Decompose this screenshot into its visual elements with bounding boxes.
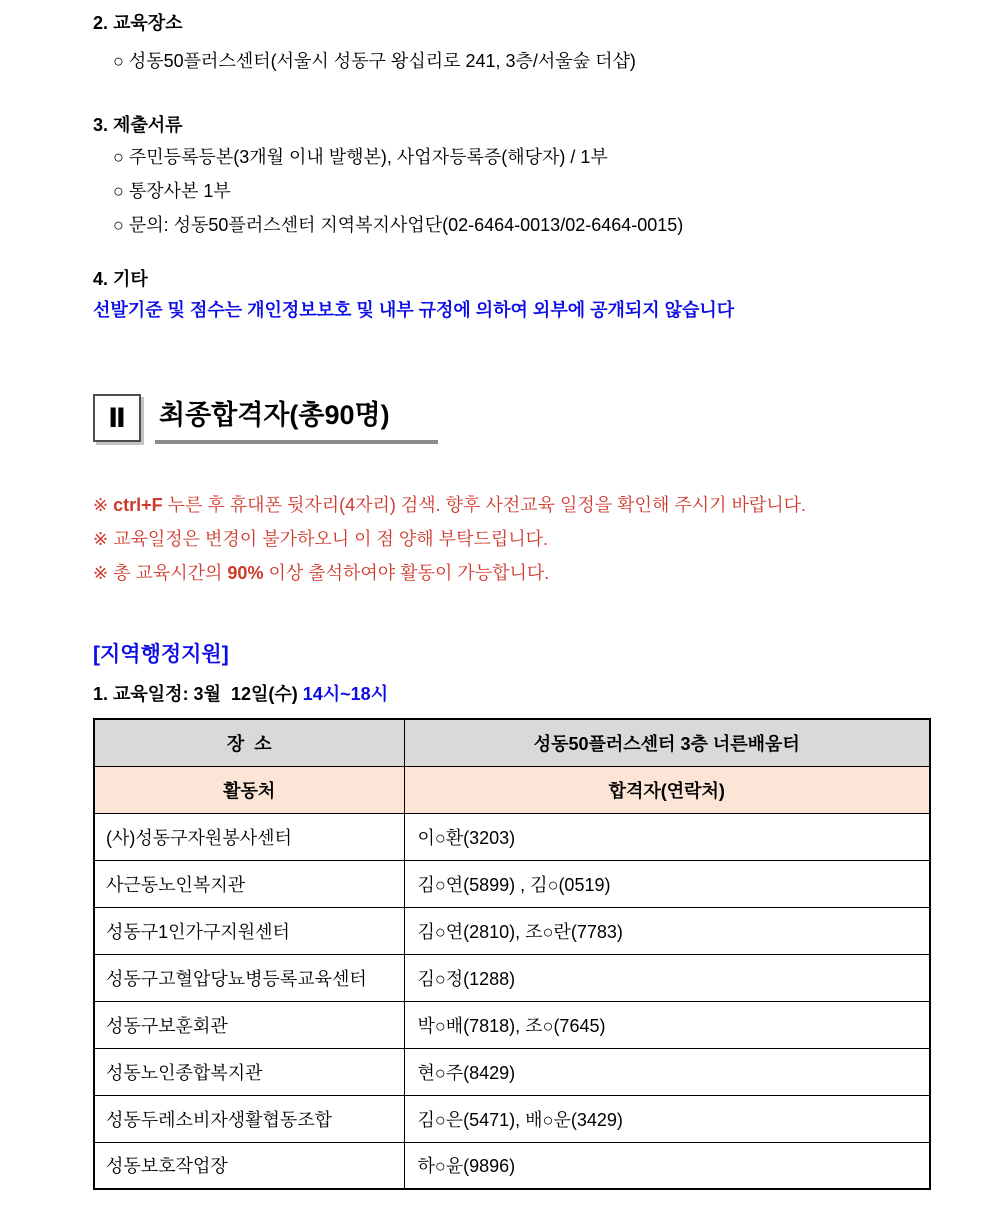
region-heading: [지역행정지원] xyxy=(93,643,229,666)
schedule-time: 14시~18시 xyxy=(297,684,389,704)
roman-numeral: Ⅱ xyxy=(108,402,126,433)
notice-line-attendance: ※ 총 교육시간의 90% 이상 출석하여야 활동이 가능합니다. xyxy=(93,563,550,583)
section2-heading: 2. 교육장소 xyxy=(93,13,183,33)
org-cell: 성동구1인가구지원센터 xyxy=(94,907,404,954)
final-section-header xyxy=(93,394,935,444)
org-cell: 성동보호작업장 xyxy=(94,1142,404,1189)
table-row xyxy=(94,907,930,954)
table-header-place-label: 장 소 xyxy=(94,719,404,766)
table-header-pass-label: 합격자(연락처) xyxy=(404,766,930,813)
table-row xyxy=(94,954,930,1001)
section3-item-contact: ○ 문의: 성동50플러스센터 지역복지사업단(02-6464-0013/02-6464-0015) xyxy=(113,215,684,235)
notice-line-search: ※ ctrl+F 누른 후 휴대폰 뒷자리(4자리) 검색. 향후 사전교육 일정을 확인해 주시기 바랍니다. xyxy=(93,495,807,515)
roman-numeral-box xyxy=(93,394,141,442)
org-cell: (사)성동구자원봉사센터 xyxy=(94,813,404,860)
schedule-date: 1. 교육일정: 3월 12일(수) xyxy=(93,684,298,704)
notice-block xyxy=(93,488,935,590)
org-cell: 사근동노인복지관 xyxy=(94,860,404,907)
section4-heading: 4. 기타 xyxy=(93,269,148,289)
table-row xyxy=(94,1001,930,1048)
section3-item-bankbook: ○ 통장사본 1부 xyxy=(113,181,231,201)
table-header-columns-row xyxy=(94,766,930,813)
org-cell: 성동노인종합복지관 xyxy=(94,1048,404,1095)
table-header-org-label: 활동처 xyxy=(94,766,404,813)
table-row xyxy=(94,1095,930,1142)
section2-item: ○ 성동50플러스센터(서울시 성동구 왕십리로 241, 3층/서울숲 더샵) xyxy=(113,51,636,71)
privacy-note: 선발기준 및 점수는 개인정보보호 및 내부 규정에 의하여 외부에 공개되지 않습니다 xyxy=(93,300,735,320)
table-header-place-value: 성동50플러스센터 3층 너른배움터 xyxy=(404,719,930,766)
section3-item-documents: ○ 주민등록등본(3개월 이내 발행본), 사업자등록증(해당자) / 1부 xyxy=(113,147,608,167)
people-cell: 하○윤(9896) xyxy=(404,1142,930,1189)
people-cell: 김○연(2810), 조○란(7783) xyxy=(404,907,930,954)
org-cell: 성동구보훈회관 xyxy=(94,1001,404,1048)
table-row xyxy=(94,1142,930,1189)
org-cell: 성동구고혈압당뇨병등록교육센터 xyxy=(94,954,404,1001)
people-cell: 이○환(3203) xyxy=(404,813,930,860)
table-row xyxy=(94,1048,930,1095)
table-row xyxy=(94,860,930,907)
people-cell: 김○연(5899) , 김○(0519) xyxy=(404,860,930,907)
pass-table xyxy=(93,718,931,1190)
table-header-place-row xyxy=(94,719,930,766)
org-cell: 성동두레소비자생활협동조합 xyxy=(94,1095,404,1142)
people-cell: 김○정(1288) xyxy=(404,954,930,1001)
people-cell: 김○은(5471), 배○운(3429) xyxy=(404,1095,930,1142)
people-cell: 박○배(7818), 조○(7645) xyxy=(404,1001,930,1048)
section3-heading: 3. 제출서류 xyxy=(93,115,183,135)
table-row xyxy=(94,813,930,860)
notice-line-no-change: ※ 교육일정은 변경이 불가하오니 이 점 양해 부탁드립니다. xyxy=(93,529,549,549)
people-cell: 현○주(8429) xyxy=(404,1048,930,1095)
final-section-title: 최종합격자(총90명) xyxy=(155,394,438,444)
schedule-line xyxy=(93,682,935,706)
